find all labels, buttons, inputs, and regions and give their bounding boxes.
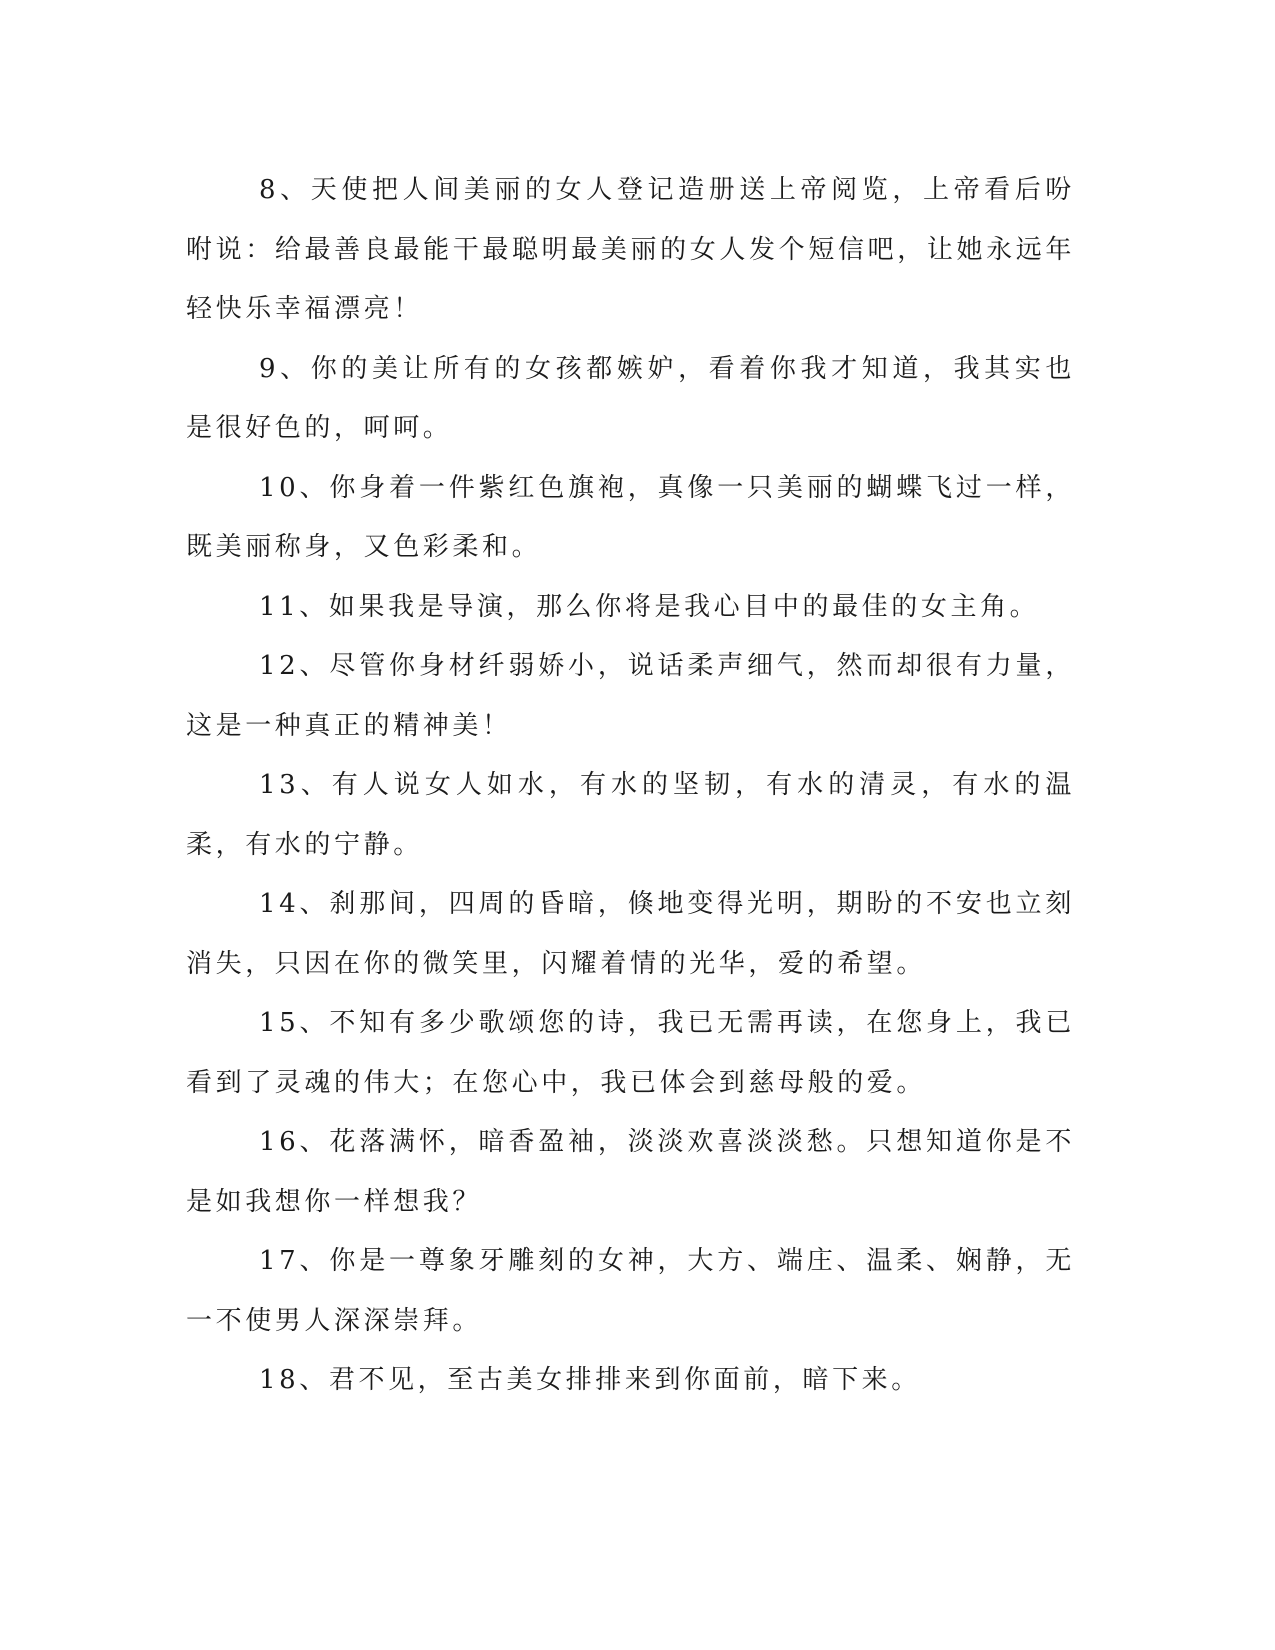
paragraph-10: 10、你身着一件紫红色旗袍，真像一只美丽的蝴蝶飞过一样，既美丽称身，又色彩柔和。 — [186, 472, 1075, 562]
paragraph-16: 16、花落满怀，暗香盈袖，淡淡欢喜淡淡愁。只想知道你是不是如我想你一样想我？ — [186, 1127, 1075, 1217]
paragraph-18: 18、君不见，至古美女排排来到你面前，暗下来。 — [259, 1365, 921, 1395]
paragraph-12: 12、尽管你身材纤弱娇小，说话柔声细气，然而却很有力量，这是一种真正的精神美！ — [186, 651, 1075, 741]
paragraph-13: 13、有人说女人如水，有水的坚韧，有水的清灵，有水的温柔，有水的宁静。 — [186, 770, 1075, 860]
paragraph-14: 14、刹那间，四周的昏暗，倏地变得光明，期盼的不安也立刻消失，只因在你的微笑里，闪耀着情的光华，爱的希望。 — [186, 889, 1075, 979]
paragraph-17: 17、你是一尊象牙雕刻的女神，大方、端庄、温柔、娴静，无一不使男人深深崇拜。 — [186, 1246, 1075, 1336]
paragraph-8: 8、天使把人间美丽的女人登记造册送上帝阅览，上帝看后吩咐说：给最善良最能干最聪明最美丽的女人发个短信吧，让她永远年轻快乐幸福漂亮！ — [186, 175, 1075, 324]
paragraph-15: 15、不知有多少歌颂您的诗，我已无需再读，在您身上，我已看到了灵魂的伟大；在您心中，我已体会到慈母般的爱。 — [186, 1008, 1075, 1098]
document-body — [186, 161, 1075, 1411]
paragraph-11: 11、如果我是导演，那么你将是我心目中的最佳的女主角。 — [259, 591, 1040, 622]
paragraph-9: 9、你的美让所有的女孩都嫉妒，看着你我才知道，我其实也是很好色的，呵呵。 — [186, 353, 1075, 443]
